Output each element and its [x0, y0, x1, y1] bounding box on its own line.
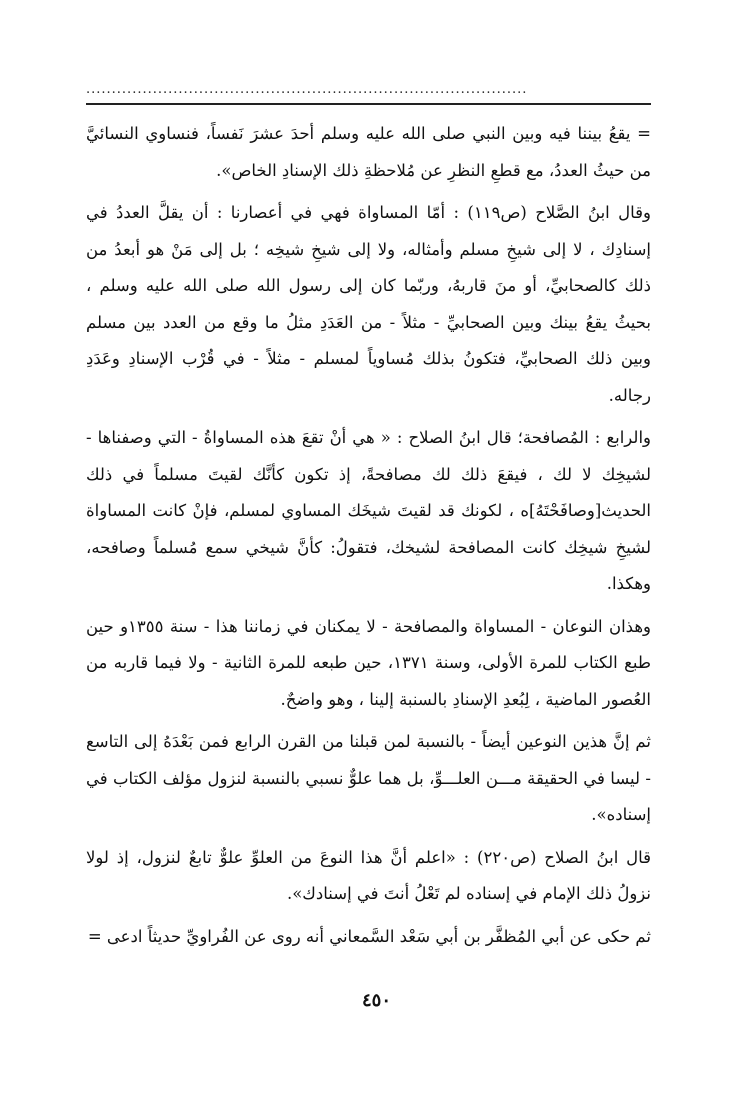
paragraph-ibn-salah-quote: قال ابنُ الصلاح (ص٢٢٠) : «اعلم أنَّ هذا النوعَ من العلوِّ علوٌّ تابعٌ لنزول، إذ لولا نزولُ ذلك الإمام في إسناده لم تَعْلُ أنتَ في إسنادك».	[86, 847, 651, 903]
paragraph-continuation: = يقعُ بيننا فيه وبين النبي صلى الله عليه وسلم أحدَ عشرَ نَفساً، فنساوي النسائيَّ من حيثُ العددُ، مع قطعِ النظرِ عن مُلاحظةِ ذلك الإسنادِ الخاص».	[86, 124, 651, 180]
paragraph-musafaha: والرابع : المُصافحة؛ قال ابنُ الصلاح : « هي أنْ تقعَ هذه المساواةُ - التي وصفناها - لشيخِك لا لك ، فيقعَ ذلك لك مصافحةً، إذ تكون كأنَّك لقيتَ مسلماً في ذلك الحديث[وصافَحْتَهُ]ه ، لكونك قد لقيتَ شيخَك المساوي لمسلم، فإنْ كانت المساواة لشيخِ شيخِك كانت المصافحة لشيخك، فتقولُ: كأنَّ شيخي سمع مُسلماً وصافحه، وهكذا.	[86, 428, 651, 593]
page-body	[86, 116, 651, 961]
header-dotted-line: ......................................................................................	[86, 84, 528, 96]
paragraph-two-types: وهذان النوعان - المساواة والمصافحة - لا يمكنان في زماننا هذا - سنة ١٣٥٥و حين طبع الكتاب للمرة الأولى، وسنة ١٣٧١، حين طبعه للمرة الثانية - ولا فيما قاربه من العُصور الماضية ، لِبُعدِ الإسنادِ بالسنبة إلينا ، وهو واضحٌ.	[86, 616, 651, 709]
paragraph-relative-uluww: ثم إنَّ هذين النوعين أيضاً - بالنسبة لمن قبلنا من القرن الرابع فمن بَعْدَهُ إلى التاسع - ليسا في الحقيقة مـــن العلـــوِّ، بل هما علوٌّ نسبي بالنسبة لنزول مؤلف الكتاب في إسناده».	[86, 732, 651, 824]
header-rule	[86, 103, 651, 105]
paragraph-samani: ثم حكى عن أبي المُظفَّر بن أبي سَعْد السَّمعاني أنه روى عن الفُراويِّ حديثاً ادعى =	[87, 926, 651, 946]
page-number: ٤٥٠	[361, 990, 391, 1011]
paragraph-ibn-salah-musawat: وقال ابنُ الصَّلاح (ص١١٩) : أمّا المساواة فهي في أعصارنا : أن يقلَّ العددُ في إسنادِك ، لا إلى شيخِ مسلم وأمثاله، ولا إلى شيخِ شيخِه ؛ بل إلى مَنْ هو أبعدُ من ذلك كالصحابيِّ، أو منَ قاربهُ، وربّما كان إلى رسول الله صلى الله عليه وسلم ، بحيثُ يقعُ بينك وبين الصحابيِّ - مثلاً - من العَدَدِ مثلُ ما وقع من العدد بين مسلم وبين ذلك الصحابيِّ، فتكونُ بذلك مُساوياً لمسلم - مثلاً - في قُرْب الإسنادِ وعَدَدِ رجاله.	[86, 203, 651, 405]
